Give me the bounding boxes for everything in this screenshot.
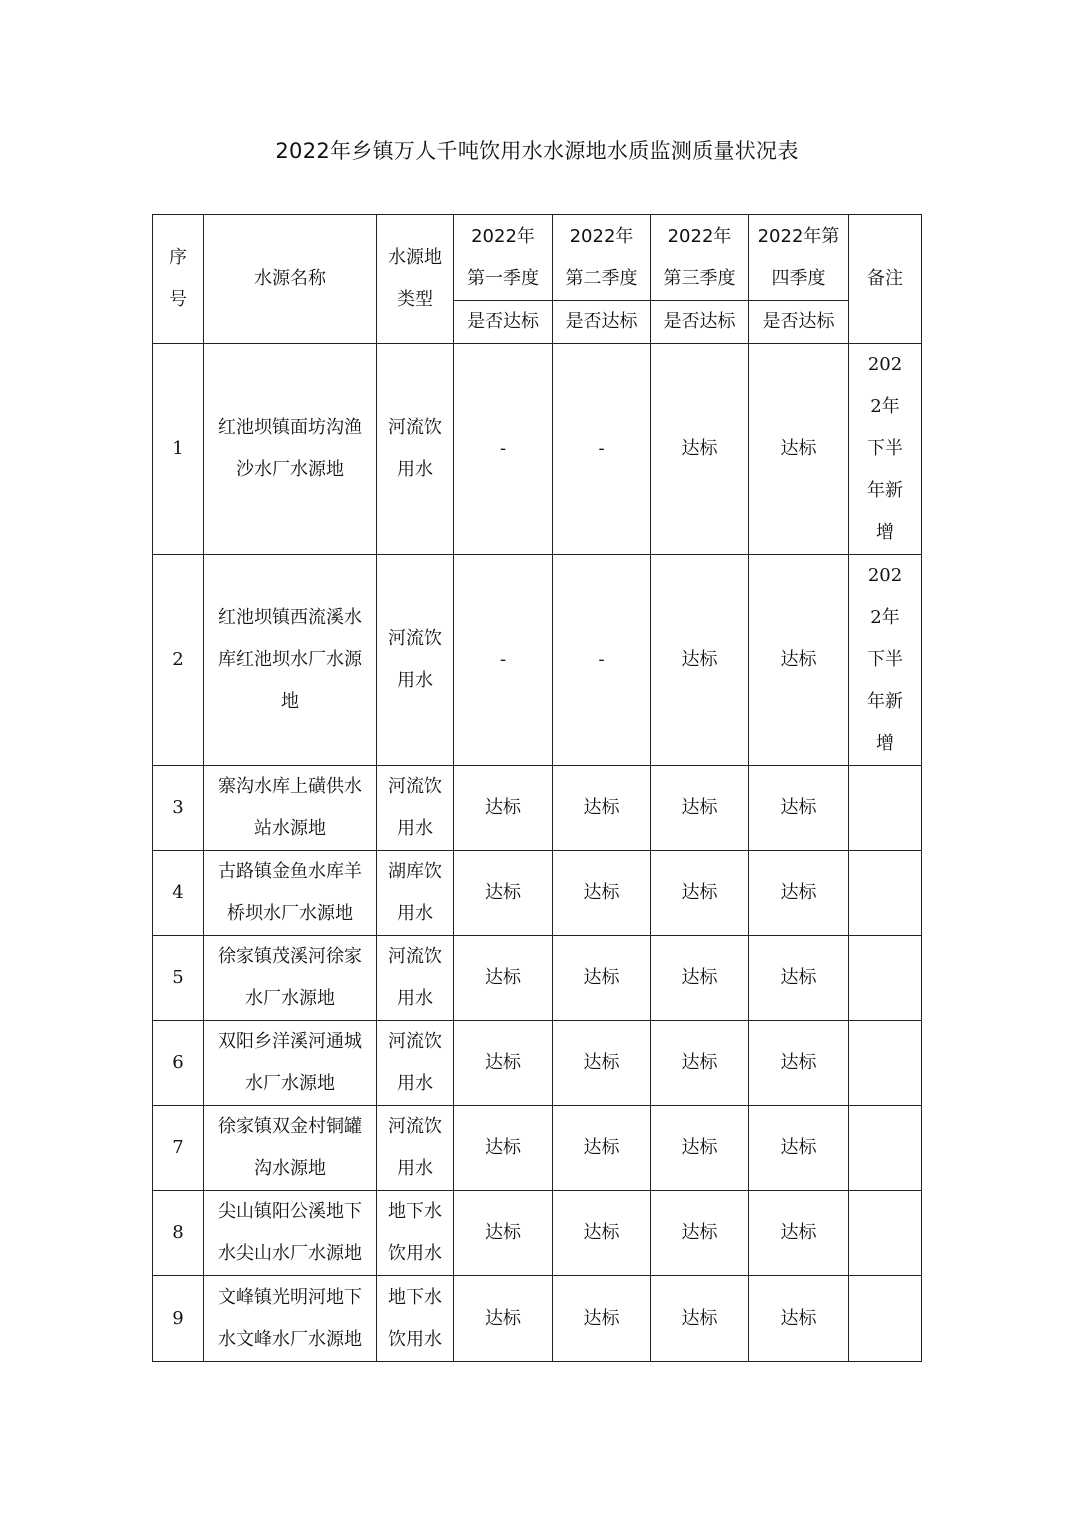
row-source-type: 河流饮用水 [377,766,454,851]
row-source-type: 湖库饮用水 [377,851,454,936]
table-row [153,1106,922,1191]
row-q3-status: 达标 [651,555,749,766]
row-seq: 3 [153,766,204,851]
row-seq: 8 [153,1191,204,1276]
table-body [153,344,922,1362]
header-q4: 2022年第四季度 [749,215,849,301]
row-source-name: 文峰镇光明河地下水文峰水厂水源地 [204,1276,377,1362]
row-source-type: 河流饮用水 [377,1021,454,1106]
row-q2-status: 达标 [553,766,651,851]
row-q1-status: 达标 [454,1276,553,1362]
row-q1-status: - [454,344,553,555]
table-row [153,555,922,766]
row-q2-status: 达标 [553,1276,651,1362]
row-q3-status: 达标 [651,1276,749,1362]
row-q3-status: 达标 [651,1106,749,1191]
row-source-type: 河流饮用水 [377,1106,454,1191]
row-remark: 2022年下半年新增 [849,555,922,766]
row-q3-status: 达标 [651,766,749,851]
row-source-name: 尖山镇阳公溪地下水尖山水厂水源地 [204,1191,377,1276]
header-q2-sub: 是否达标 [553,301,651,344]
row-source-type: 河流饮用水 [377,344,454,555]
row-q2-status: 达标 [553,936,651,1021]
row-source-name: 红池坝镇西流溪水库红池坝水厂水源地 [204,555,377,766]
row-q4-status: 达标 [749,1276,849,1362]
row-q1-status: 达标 [454,1106,553,1191]
header-q1-sub: 是否达标 [454,301,553,344]
row-q1-status: 达标 [454,936,553,1021]
header-name: 水源名称 [204,215,377,344]
header-seq: 序号 [153,215,204,344]
row-q4-status: 达标 [749,851,849,936]
row-q3-status: 达标 [651,1191,749,1276]
page-title: 2022年乡镇万人千吨饮用水水源地水质监测质量状况表 [275,139,799,163]
row-q1-status: 达标 [454,1021,553,1106]
row-q2-status: 达标 [553,851,651,936]
table-row [153,344,922,555]
row-q2-status: 达标 [553,1106,651,1191]
row-q4-status: 达标 [749,555,849,766]
row-q2-status: 达标 [553,1191,651,1276]
row-remark [849,851,922,936]
row-seq: 4 [153,851,204,936]
row-source-name: 古路镇金鱼水库羊桥坝水厂水源地 [204,851,377,936]
row-seq: 9 [153,1276,204,1362]
table-row [153,1021,922,1106]
row-q4-status: 达标 [749,1106,849,1191]
row-q2-status: - [553,344,651,555]
row-q1-status: 达标 [454,851,553,936]
row-q4-status: 达标 [749,766,849,851]
row-q2-status: 达标 [553,1021,651,1106]
row-q2-status: - [553,555,651,766]
row-source-type: 河流饮用水 [377,936,454,1021]
row-q3-status: 达标 [651,851,749,936]
row-source-name: 红池坝镇面坊沟渔沙水厂水源地 [204,344,377,555]
header-q3: 2022年第三季度 [651,215,749,301]
row-seq: 6 [153,1021,204,1106]
header-q2: 2022年第二季度 [553,215,651,301]
row-seq: 2 [153,555,204,766]
row-q3-status: 达标 [651,344,749,555]
row-q4-status: 达标 [749,936,849,1021]
row-remark [849,1191,922,1276]
header-type: 水源地类型 [377,215,454,344]
table-row [153,1191,922,1276]
water-quality-table [152,214,922,1362]
row-remark [849,1106,922,1191]
row-seq: 1 [153,344,204,555]
row-source-type: 地下水饮用水 [377,1191,454,1276]
row-q1-status: - [454,555,553,766]
row-source-type: 地下水饮用水 [377,1276,454,1362]
row-source-name: 徐家镇双金村铜罐沟水源地 [204,1106,377,1191]
table-row [153,936,922,1021]
row-q4-status: 达标 [749,344,849,555]
row-remark [849,1276,922,1362]
row-q4-status: 达标 [749,1191,849,1276]
header-q3-sub: 是否达标 [651,301,749,344]
row-remark [849,1021,922,1106]
header-row [153,215,922,301]
row-source-type: 河流饮用水 [377,555,454,766]
row-source-name: 徐家镇茂溪河徐家水厂水源地 [204,936,377,1021]
row-source-name: 寨沟水库上磺供水站水源地 [204,766,377,851]
row-remark [849,936,922,1021]
row-seq: 7 [153,1106,204,1191]
table-row [153,851,922,936]
row-q3-status: 达标 [651,936,749,1021]
table-row [153,766,922,851]
row-remark: 2022年下半年新增 [849,344,922,555]
header-remark: 备注 [849,215,922,344]
row-source-name: 双阳乡洋溪河通城水厂水源地 [204,1021,377,1106]
row-remark [849,766,922,851]
row-q1-status: 达标 [454,766,553,851]
row-q4-status: 达标 [749,1021,849,1106]
table-row [153,1276,922,1362]
row-q1-status: 达标 [454,1191,553,1276]
header-q4-sub: 是否达标 [749,301,849,344]
row-seq: 5 [153,936,204,1021]
header-q1: 2022年第一季度 [454,215,553,301]
row-q3-status: 达标 [651,1021,749,1106]
